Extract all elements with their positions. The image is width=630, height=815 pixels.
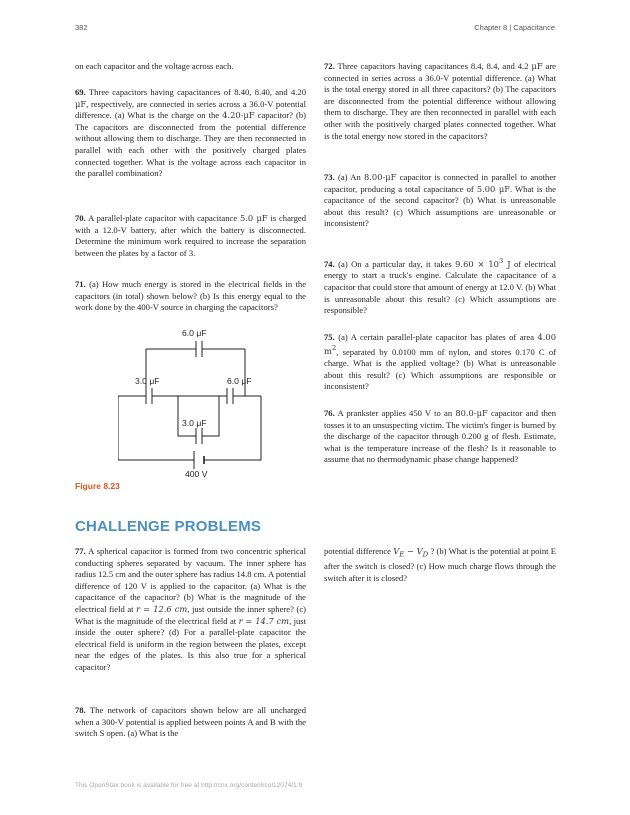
problem-text: (a) On a particular day, it takes [338,258,452,269]
problem-text: (a) An [337,172,361,182]
math-base: 4.00 m [324,332,556,357]
label-top-capacitor: 6.0 μF [182,328,207,338]
problem-text: , just inside the outer sphere? (d) For a parallel-plate capacitor the electrical field is uniform in the region between the plates, except near the edges of the plates. Is this also true for a spherical capacitor? [75,615,306,672]
problem-text: The network of capacitors shown below are all uncharged when a 300-V potential is applied between points A and B with the switch S open. (a) What is the [75,705,306,739]
problem-number: 72. [324,61,335,71]
math-base: 9.60 × 10 [455,258,499,269]
math-superscript: 2 [331,344,337,353]
math-base: − V [404,546,423,556]
problem-71 [75,279,306,314]
problem-text: A parallel-plate capacitor with capacitance [88,213,238,223]
problem-text: (a) A certain parallel-plate capacitor has plates of area [338,332,535,342]
problem-number: 76. [324,408,335,418]
problem-number: 69. [75,87,86,97]
math-unit: J [507,258,511,269]
math-expression [455,259,510,269]
problem-text: , just outside the inner sphere? (c) What is the magnitude of the electrical field at [75,603,306,626]
problem-text: of electrical energy to start a truck's engine. Calculate the capacitance of a capacitor that could store that amount of energy at 12.0 V. (b) What is unreasonable about this result? (c) Which assumptions are responsible? [324,258,556,316]
math-expression: 4.20-μF [222,110,255,121]
figure-caption: Figure 8.23 [75,481,120,491]
problem-number: 75. [324,332,335,342]
problem-number: 71. [75,279,86,289]
problem-text: A prankster applies 450 V to an [337,408,453,418]
problem-number: 78. [75,705,86,715]
left-column-top [75,61,306,73]
label-middle-capacitor: 3.0 μF [182,418,207,428]
problem-69 [75,87,306,180]
math-expression: r = 12.6 cm [136,603,188,614]
problem-text: capacitor is connected in parallel to another capacitor, producing a total capacitance of [324,172,556,194]
page-number: 382 [75,23,88,32]
math-expression: 80.0-μF [455,408,488,418]
capacitor-circuit-diagram [118,326,278,478]
problem-74 [324,256,556,317]
paragraph-continuation: on each capacitor and the voltage across each. [75,61,234,71]
problem-text: , separated by 0.0100 mm of nylon, and stores 0.170 C of charge. What is the applied voltage? (b) What is unreasonable about this result? (c) Which assumptions are responsible or inconsistent? [324,346,556,392]
math-expression: r = 14.7 cm [238,615,290,626]
label-battery: 400 V [185,469,208,478]
wire [118,396,194,460]
math-subscript: E [399,550,405,559]
problem-text: (a) How much energy is stored in the electrical fields in the capacitors (in total) shown below? (b) Is this energy equal to the work done by the 400-V source in charging the capacitors? [75,279,307,313]
math-expression [393,546,429,559]
problem-text: Three capacitors having capacitances 8.4, 8.4, and 4.2 [337,61,529,71]
problem-78-continued [324,546,556,584]
problem-text: capacitor? (b) The capacitors are disconnected from the potential difference without allowing them to discharge. They are then reconnected in parallel with each other with the positively charged plates connected together. What is the voltage across each capacitor in the parallel combination? [75,110,306,179]
math-expression: 8.00-μF [364,172,397,182]
problem-text: ? (b) What is the potential at point E after the switch is closed? (c) How much charge flows through the switch after it is closed? [324,546,556,583]
wire [202,396,219,436]
math-superscript: 3 [498,257,504,265]
label-right-capacitor: 6.0 μF [227,376,252,386]
chapter-header: Chapter 8 | Capacitance [474,23,555,32]
math-expression: 5.00 μF [476,183,510,194]
math-base: V [393,546,400,556]
wire [178,396,196,436]
problem-number: 77. [75,546,86,556]
problem-text: Three capacitors having capacitances of 8.40, 8.40, and 4.20 [88,87,306,97]
problem-text: potential difference [324,546,391,556]
label-left-capacitor: 3.0 μF [135,376,160,386]
problem-73 [324,172,556,230]
problem-76 [324,408,556,466]
problem-text: , respectively, are connected in series across a 36.0-V potential difference. (a) What is the charge on the [75,98,306,121]
problem-text: are connected in series across a 36.0-V potential difference. (a) What is the total energy stored in all three capacitors? (b) The capacitors are disconnected from the potential difference without allowing them to discharge. They are then reconnected in parallel with each other with the positively charged plates connected together. What is the total energy now stored in the capacitors? [324,61,556,141]
problem-77 [75,546,306,674]
math-expression: μF [75,98,87,109]
problem-text: is charged with a 12.0-V battery, after which the battery is disconnected. Determine the minimum work required to increase the separation between the plates by a factor of 3. [75,213,307,258]
problem-number: 74. [324,258,335,269]
wire [204,396,261,460]
problem-70 [75,213,306,259]
problem-text: capacitor and then tosses it to an unsuspecting victim. The victim's finger is burned by the discharge of the capacitor through 0.200 g of flesh. Estimate, what is the temperature increase of the flesh? Is it reasonable to assume that no thermodynamic phase change happened? [324,408,556,465]
problem-75 [324,332,556,393]
math-subscript: D [422,550,429,559]
problem-78 [75,705,306,740]
problem-text: . What is the capacitance of the second capacitor? (b) What is unreasonable about this result? (c) Which assumptions are unreasonable or inconsistent? [324,183,556,229]
problem-text: A spherical capacitor is formed from two concentric spherical conducting spheres separated by vacuum. The inner sphere has radius 12.5 cm and the outer sphere has radius 14.8 cm. A potential difference of 120 V is applied to the capacitor. (a) What is the capacitance of the capacitor? (b) What is the magnitude of the electrical field at [75,546,306,614]
section-title: CHALLENGE PROBLEMS [75,518,262,535]
problem-number: 70. [75,213,86,223]
math-expression: 5.0 μF [239,213,268,223]
footer-note: This OpenStax book is available for free at http://cnx.org/content/col12074/1.9 [75,782,303,789]
problem-72 [324,61,556,142]
math-expression: μF [531,61,543,71]
problem-number: 73. [324,172,335,182]
